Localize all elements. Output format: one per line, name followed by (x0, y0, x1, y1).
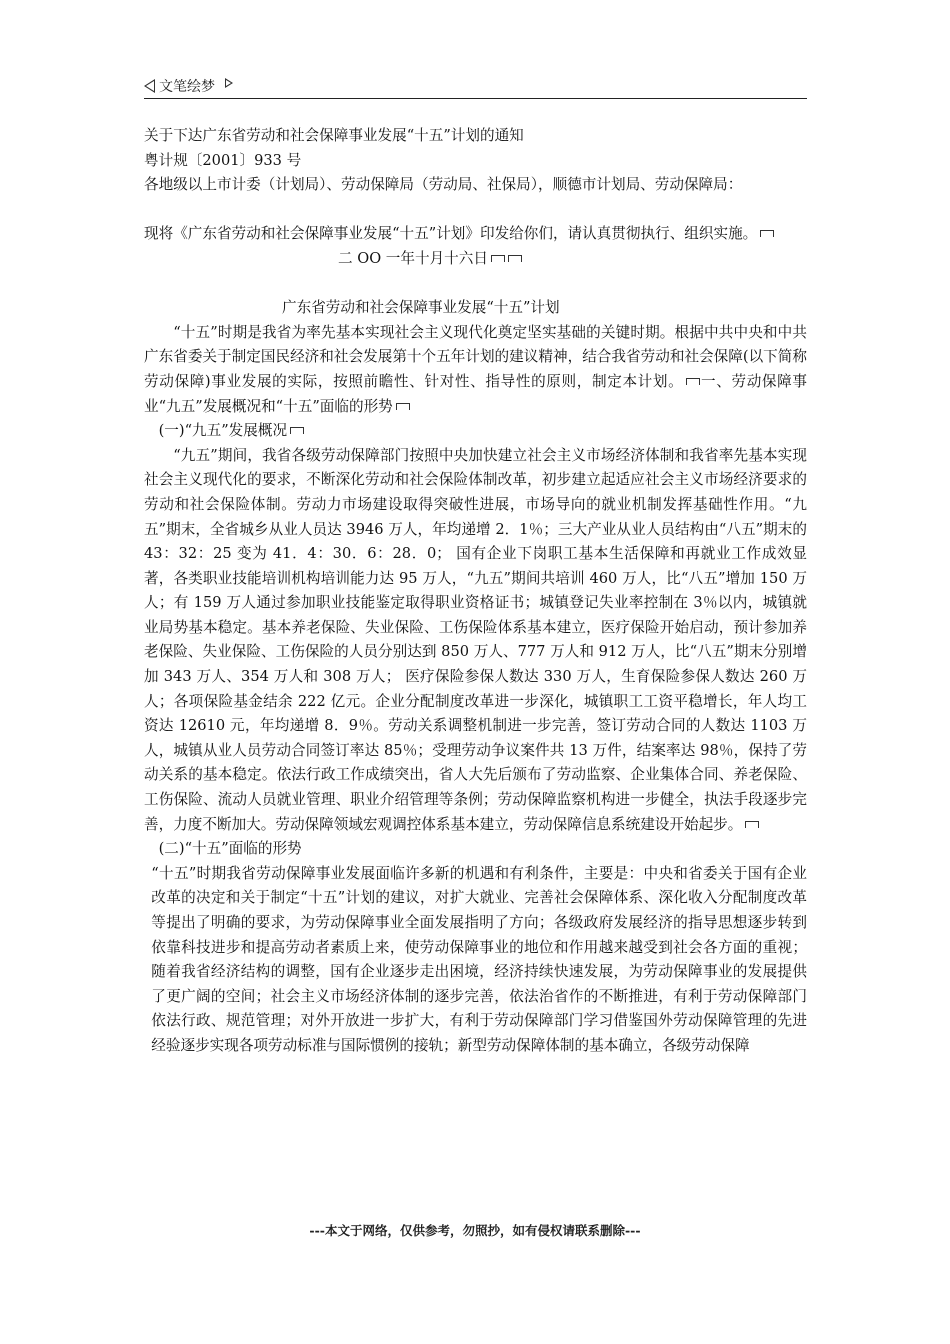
addressee: 各地级以上市计委（计划局）、劳动保障局（劳动局、社保局），顺德市计划局、劳动保障局： (144, 176, 743, 194)
footer-disclaimer: ---本文于网络，仅供参考，勿照抄，如有侵权请联系删除--- (309, 1223, 641, 1238)
subsection-heading-1: (一)“九五”发展概况 (144, 419, 807, 444)
notice-title: 关于下达广东省劳动和社会保障事业发展“十五”计划的通知 (144, 127, 524, 144)
intro-paragraph: “十五”时期是我省为率先基本实现社会主义现代化奠定坚实基础的关键时期。根据中共中央和中共广东省委关于制定国民经济和社会发展第十个五年计划的建议精神，结合我省劳动和社会保障(以下简称劳动保障)事业发展的实际，按照前瞻性、针对性、指导性的原则，制定本计划。 一、劳动保障事业“九五”发展概况和“十五”面临的形势 (144, 323, 807, 415)
right-triangle-icon (225, 78, 233, 88)
document-body (144, 124, 807, 1059)
plan-title: 广东省劳动和社会保障事业发展“十五”计划 (282, 299, 560, 317)
document-number: 粤计规〔2001〕933 号 (144, 151, 302, 169)
paragraph-tenth-plan: “十五”时期我省劳动保障事业发展面临许多新的机遇和有利条件，主要是：中央和省委关于国有企业改革的决定和关于制定“十五”计划的建议，对扩大就业、完善社会保障体系、深化收入分配制度改革等提出了明确的要求，为劳动保障事业全面发展指明了方向；各级政府发展经济的指导思想逐步转到依靠科技进步和提高劳动者素质上来，使劳动保障事业的地位和作用越来越受到社会各方面的重视；随着我省经济结构的调整，国有企业逐步走出困境，经济持续快速发展，为劳动保障事业的发展提供了更广阔的空间；社会主义市场经济体制的逐步完善，依法治省作的不断推进，有利于劳动保障部门依法行政、规范管理；对外开放进一步扩大，有利于劳动保障部门学习借鉴国外劳动保障管理的先进经验逐步实现各项劳动标准与国际惯例的接轨；新型劳动保障体制的基本确立，各级劳动保障 (151, 864, 807, 1054)
notice-body: 现将《广东省劳动和社会保障事业发展“十五”计划》印发给你们，请认真贯彻执行、组织实施。 (144, 222, 807, 247)
brand (144, 76, 233, 96)
page-header (144, 74, 807, 99)
paragraph-mark-icon (686, 378, 700, 385)
paragraph-mark-icon (290, 427, 304, 434)
paragraph-mark-icon (396, 403, 410, 410)
paragraph-ninth-plan: “九五”期间，我省各级劳动保障部门按照中央加快建立社会主义市场经济体制和我省率先基本实现社会主义现代化的要求，不断深化劳动和社会保险体制改革，初步建立起适应社会主义市场经济要求的劳动和社会保险体制。劳动力市场建设取得突破性进展，市场导向的就业机制发挥基础性作用。“九五”期末，全省城乡从业人员达 3946 万人，年均递增 2．1％；三大产业从业人员结构由“八五”期末的 43：32：25 变为 41．4：30．6：28．0； 国有企业下岗职工基本生活保障和再就业工作成效显著，各类职业技能培训机构培训能力达 95 万人，“九五”期间共培训 460 万人，比“八五”增加 150 万人；有 159 万人通过参加职业技能鉴定取得职业资格证书；城镇登记失业率控制在 3％以内，城镇就业局势基本稳定。基本养老保险、失业保险、工伤保险体系基本建立，医疗保险开始启动，预计参加养老保险、失业保险、工伤保险的人员分别达到 850 万人、777 万人和 912 万人，比“八五”期末分别增加 343 万人、354 万人和 308 万人； 医疗保险参保人数达 330 万人，生育保险参保人数达 260 万人；各项保险基金结余 222 亿元。企业分配制度改革进一步深化，城镇职工工资平稳增长，年人均工资达 12610 元，年均递增 8．9％。劳动关系调整机制进一步完善，签订劳动合同的人数达 1103 万人，城镇从业人员劳动合同签订率达 85％；受理劳动争议案件共 13 万件，结案率达 98％，保持了劳动关系的基本稳定。依法行政工作成绩突出，省人大先后颁布了劳动监察、企业集体合同、养老保险、工伤保险、流动人员就业管理、职业介绍管理等条例；劳动保障监察机构进一步健全，执法手段逐步完善，力度不断加大。劳动保障领域宏观调控体系基本建立，劳动保障信息系统建设开始起步。 (144, 446, 807, 833)
subsection-heading-2: (二)“十五”面临的形势 (158, 840, 302, 858)
paragraph-mark-icon (745, 821, 759, 828)
left-triangle-icon (144, 79, 155, 93)
issue-date: 二 OO 一年十月十六日 (144, 247, 807, 272)
brand-name: 文笔绘梦 (159, 79, 215, 95)
section-heading: 一、劳动保障事业“九五”发展概况和“十五”面临的形势 (144, 372, 807, 415)
paragraph-mark-icon (508, 255, 522, 262)
paragraph-mark-icon (491, 255, 505, 262)
paragraph-mark-icon (760, 230, 774, 237)
